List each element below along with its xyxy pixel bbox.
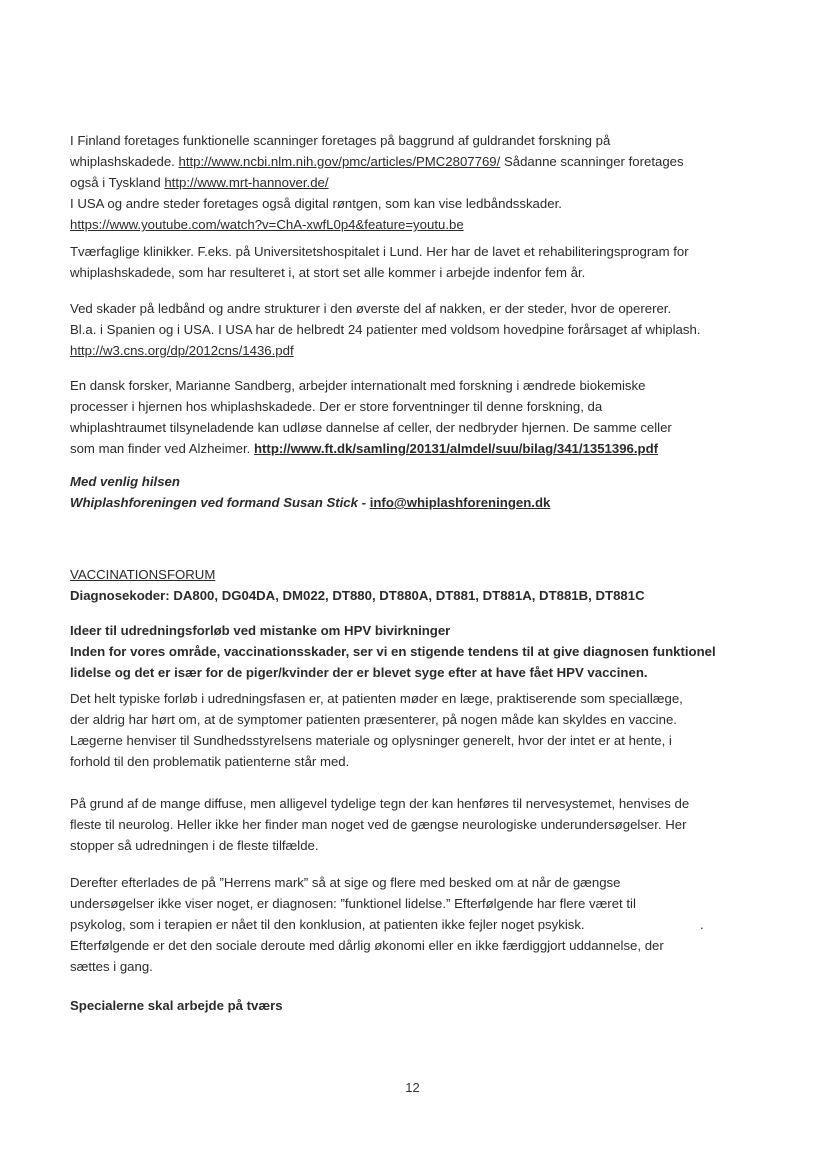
text-line: whiplashtraumet tilsyneladende kan udløse dannelse af celler, der nedbryder hjernen. De samme celler (70, 420, 672, 435)
text-line: Lægerne henviser til Sundhedsstyrelsens materiale og oplysninger generelt, hvor der intet er at hente, i (70, 733, 672, 748)
ncbi-link[interactable]: http://www.ncbi.nlm.nih.gov/pmc/articles/PMC2807769/ (178, 154, 501, 169)
text-line: Tværfaglige klinikker. F.eks. på Universitetshospitalet i Lund. Her har de lavet et rehabiliteringsprogram for (70, 244, 689, 259)
section-research (70, 375, 760, 459)
text-line: stopper så udredningen i de fleste tilfælde. (70, 838, 319, 853)
text-line: lidelse og det er især for de piger/kvinder der er blevet syge efter at have fået HPV vaccinen. (70, 665, 648, 680)
text-span: psykolog, som i terapien er nået til den konklusion, at patienten ikke fejler noget psykisk. (70, 917, 585, 932)
text-span: Sådanne scanninger foretages (503, 154, 684, 169)
text-line: Ved skader på ledbånd og andre strukturer i den øverste del af nakken, er der steder, hvor de opererer. (70, 301, 672, 316)
text-line (70, 340, 760, 361)
page-number: 12 (405, 1080, 420, 1095)
cns-link[interactable]: http://w3.cns.org/dp/2012cns/1436.pdf (70, 343, 294, 358)
text-line: I Finland foretages funktionelle scanninger foretages på baggrund af guldrandet forskning på (70, 133, 611, 148)
text-line: sættes i gang. (70, 959, 153, 974)
text-line: undersøgelser ikke viser noget, er diagnosen: ”funktionel lidelse.” Efterfølgende har flere været til (70, 896, 636, 911)
closing-heading: Specialerne skal arbejde på tværs (70, 998, 283, 1013)
text-line: Bl.a. i Spanien og i USA. I USA har de helbredt 24 patienter med voldsom hovedpine forårsaget af whiplash. (70, 322, 701, 337)
text-line (70, 151, 760, 172)
youtube-link[interactable]: https://www.youtube.com/watch?v=ChA-xwfL0p4&feature=youtu.be (70, 217, 464, 232)
text-line: I USA og andre steder foretages også digital røntgen, som kan vise ledbåndsskader. (70, 196, 562, 211)
text-line: fleste til neurolog. Heller ikke her finder man noget ved de gængse neurologiske underundersøgelser. Her (70, 817, 687, 832)
text-line: whiplashskadede, som har resulteret i, at stort set alle kommer i arbejde indenfor fem år. (70, 265, 586, 280)
ft-dk-link[interactable]: http://www.ft.dk/samling/20131/almdel/suu/bilag/341/1351396.pdf (253, 441, 659, 456)
text-line: Det helt typiske forløb i udredningsfasen er, at patienten møder en læge, praktiserende som speciallæge, (70, 691, 683, 706)
text-line (70, 438, 760, 459)
section-heading: VACCINATIONSFORUM (70, 567, 216, 582)
vaccination-header (70, 564, 760, 606)
section-surgery (70, 298, 760, 361)
paragraph-1 (70, 688, 760, 772)
text-line: processer i hjernen hos whiplashskadede. Der er store forventninger til denne forskning, da (70, 399, 603, 414)
closing-section (70, 995, 760, 1016)
vaccination-intro (70, 620, 760, 683)
text-line: forhold til den problematik patienterne står med. (70, 754, 350, 769)
subheading: Ideer til udredningsforløb ved mistanke om HPV bivirkninger (70, 623, 451, 638)
text-line: På grund af de mange diffuse, men alligevel tydelige tegn der kan henføres til nervesystemet, henvises de (70, 796, 690, 811)
text-line (70, 914, 760, 935)
text-line (70, 172, 760, 193)
section-clinics (70, 241, 760, 283)
signoff (70, 471, 760, 513)
greeting: Med venlig hilsen (70, 474, 180, 489)
text-line: Inden for vores område, vaccinationsskader, ser vi en stigende tendens til at give diagnosen funktionel (70, 644, 716, 659)
text-line: En dansk forsker, Marianne Sandberg, arbejder internationalt med forskning i ændrede biokemiske (70, 378, 646, 393)
signature: Whiplashforeningen ved formand Susan Stick - (70, 495, 367, 510)
text-line: Efterfølgende er det den sociale deroute med dårlig økonomi eller en ikke færdiggjort uddannelse, der (70, 938, 664, 953)
section-scanning (70, 130, 760, 235)
text-span: whiplashskadede. (70, 154, 175, 169)
text-span: som man finder ved Alzheimer. (70, 441, 251, 456)
diagnosis-codes: Diagnosekoder: DA800, DG04DA, DM022, DT880, DT880A, DT881, DT881A, DT881B, DT881C (70, 588, 645, 603)
text-line (70, 214, 760, 235)
email-link[interactable]: info@whiplashforeningen.dk (369, 495, 551, 510)
paragraph-3 (70, 872, 760, 977)
text-line: Derefter efterlades de på ”Herrens mark” så at sige og flere med besked om at når de gængse (70, 875, 621, 890)
mrt-hannover-link[interactable]: http://www.mrt-hannover.de/ (164, 175, 329, 190)
text-line: der aldrig har hørt om, at de symptomer patienten præsenterer, på nogen måde kan skyldes en vaccine. (70, 712, 677, 727)
stray-dot: . (700, 917, 704, 932)
text-span: også i Tyskland (70, 175, 161, 190)
paragraph-2 (70, 793, 760, 856)
signature-line (70, 492, 760, 513)
